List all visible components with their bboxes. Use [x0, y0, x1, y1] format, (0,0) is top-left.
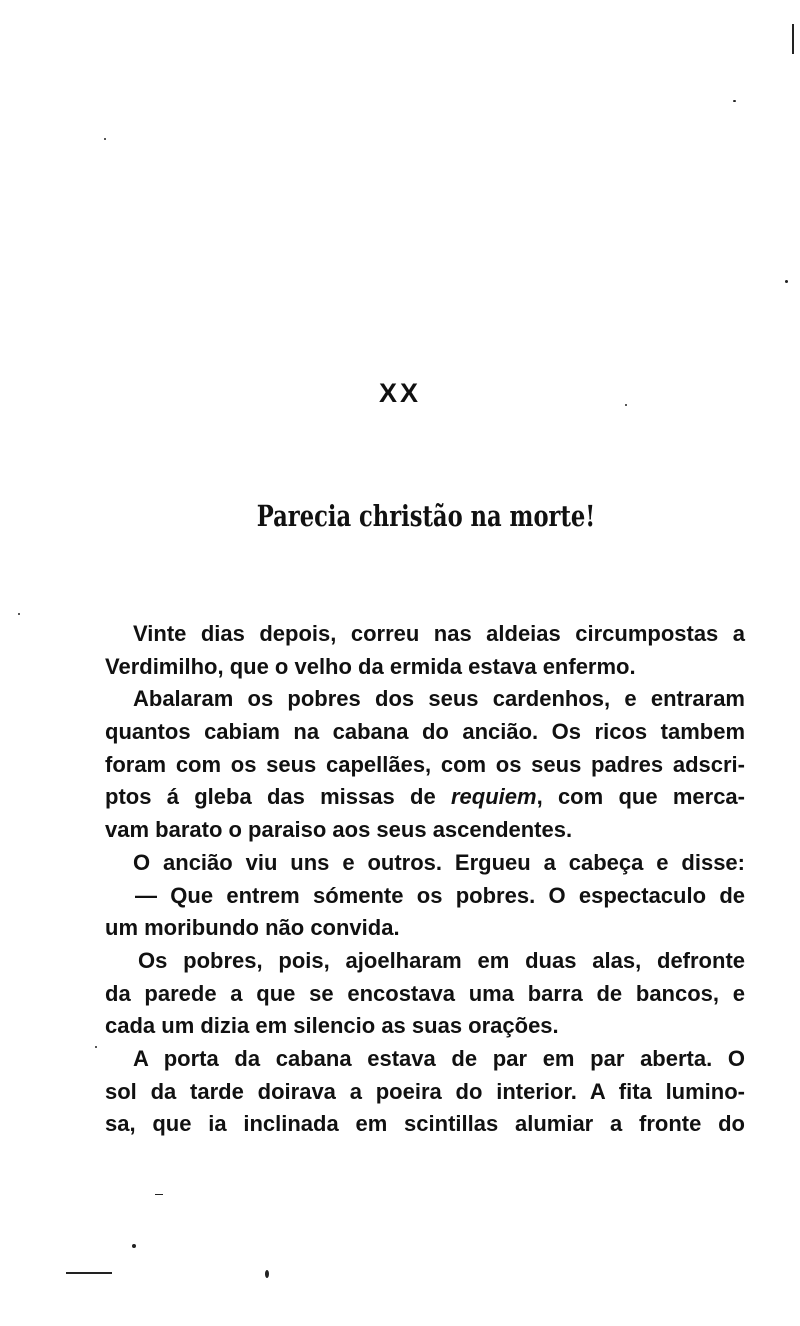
text-line: cada um dizia em silencio as suas orações. [105, 1013, 559, 1039]
text-line: Os pobres, pois, ajoelharam em duas alas, defronte [138, 947, 745, 973]
text-line: Abalaram os pobres dos seus cardenhos, e entraram [133, 686, 745, 712]
scan-mark [155, 1194, 163, 1195]
text-line: um moribundo não convida. [105, 915, 400, 941]
scan-speck [132, 1244, 136, 1248]
text-line: foram com os seus capellães, com os seus padres adscri- [105, 751, 745, 777]
text-segment: , com que merca- [536, 784, 745, 810]
scan-speck [785, 280, 788, 283]
text-line: Verdimilho, que o velho da ermida estava enfermo. [105, 653, 636, 679]
emphasized-word: requiem [450, 784, 537, 810]
scan-speck [625, 404, 627, 406]
text-line: — Que entrem sómente os pobres. O espectaculo de [135, 882, 745, 908]
text-line: O ancião viu uns e outros. Ergueu a cabeça e disse: [133, 849, 745, 875]
text-line: A porta da cabana estava de par em par aberta. O [133, 1045, 745, 1071]
text-line: sol da tarde doirava a poeira do interior. A fita lumino- [105, 1078, 745, 1104]
scan-speck [733, 100, 736, 102]
chapter-body [105, 618, 745, 1141]
text-line: da parede a que se encostava uma barra de bancos, e [105, 980, 745, 1006]
text-line: sa, que ia inclinada em scintillas alumiar a fronte do [105, 1111, 745, 1137]
scan-speck [265, 1270, 269, 1278]
text-line [105, 781, 745, 814]
scan-speck [18, 613, 20, 615]
text-line: Vinte dias depois, correu nas aldeias circumpostas a [133, 621, 745, 646]
chapter-number: XX [378, 378, 422, 408]
text-line: quantos cabiam na cabana do ancião. Os ricos tambem [105, 719, 745, 745]
scan-mark [66, 1272, 112, 1274]
text-line: vam barato o paraiso aos seus ascendentes. [105, 817, 573, 843]
scan-mark [792, 24, 794, 54]
scan-speck [95, 1046, 97, 1048]
scan-speck [104, 138, 106, 140]
chapter-title: Parecia christão na morte! [256, 499, 596, 533]
text-segment: ptos á gleba das missas de [105, 784, 436, 810]
